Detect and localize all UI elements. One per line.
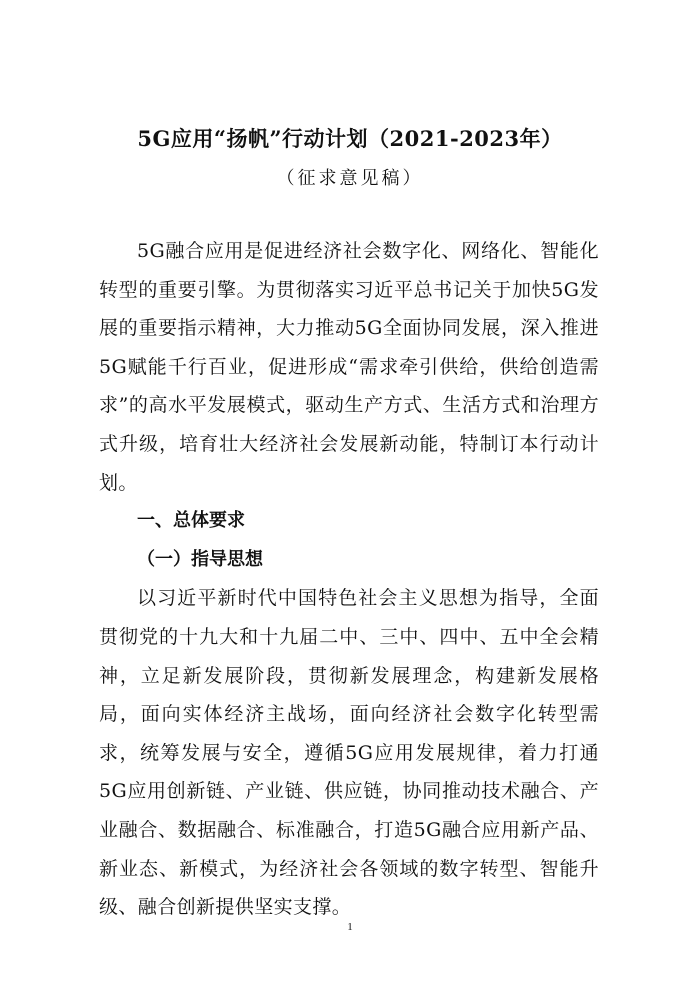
document-title: 5G应用“扬帆”行动计划（2021-2023年） [137, 126, 563, 151]
document-body [99, 232, 599, 927]
guiding-ideology-paragraph: 以习近平新时代中国特色社会主义思想为指导，全面贯彻党的十九大和十九届二中、三中、四中、五中全会精神，立足新发展阶段，贯彻新发展理念，构建新发展格局，面向实体经济主战场，面向经济社会数字化转型需求，统筹发展与安全，遵循5G应用发展规律，着力打通5G应用创新链、产业链、供应链，协同推动技术融合、产业融合、数据融合、标准融合，打造5G融合应用新产品、新业态、新模式，为经济社会各领域的数字转型、智能升级、融合创新提供坚实支撑。 [99, 587, 599, 919]
document-subtitle: （征求意见稿） [276, 168, 424, 189]
subsection-heading-guiding-ideology: （一）指导思想 [137, 548, 263, 570]
intro-paragraph: 5G融合应用是促进经济社会数字化、网络化、智能化转型的重要引擎。为贯彻落实习近平总书记关于加快5G发展的重要指示精神，大力推动5G全面协同发展，深入推进5G赋能千行百业，促进形成“需求牵引供给，供给创造需求”的高水平发展模式，驱动生产方式、生活方式和治理方式升级，培育壮大经济社会发展新动能，特制订本行动计划。 [99, 240, 599, 494]
page-number: 1 [347, 921, 353, 933]
section-heading-overall-requirements: 一、总体要求 [137, 510, 245, 532]
